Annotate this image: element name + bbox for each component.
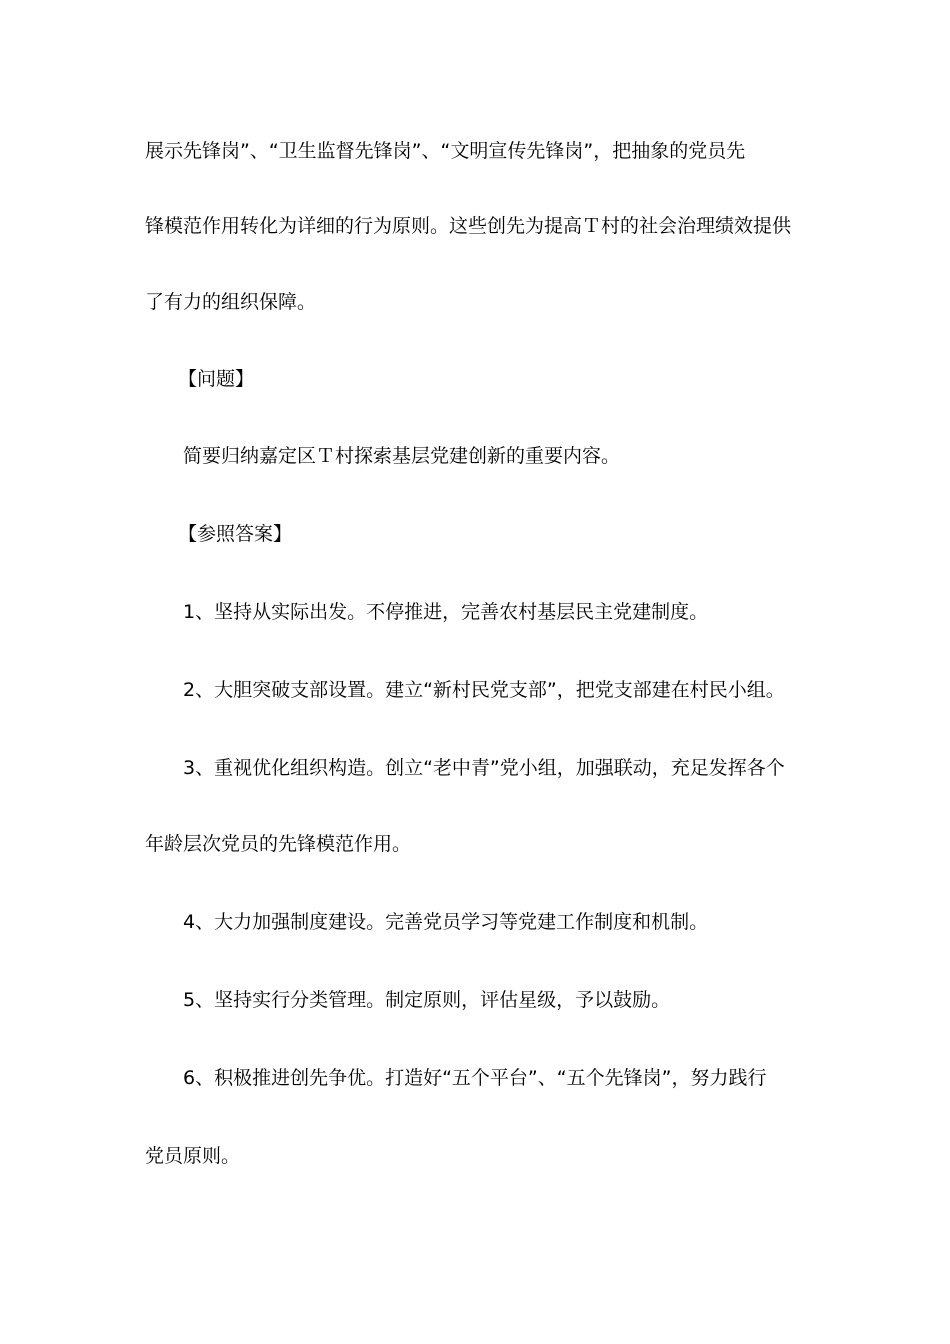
answer-item-6-continued: 党员原则。 [145,1145,241,1167]
answer-item-4: 4、大力加强制度建设。完善党员学习等党建工作制度和机制。 [183,911,709,933]
paragraph-line: 锋模范作用转化为详细的行为原则。这些创先为提高Ｔ村的社会治理绩效提供 [145,215,792,237]
question-heading: 【问题】 [178,368,255,390]
answer-item-6: 6、积极推进创先争优。打造好“五个平台”、“五个先锋岗”，努力践行 [183,1067,767,1089]
answer-item-5: 5、坚持实行分类管理。制定原则，评估星级，予以鼓励。 [183,989,671,1011]
answer-heading: 【参照答案】 [178,523,293,545]
answer-item-2: 2、大胆突破支部设置。建立“新村民党支部”，把党支部建在村民小组。 [183,679,785,701]
paragraph-line: 展示先锋岗”、“卫生监督先锋岗”、“文明宣传先锋岗”，把抽象的党员先 [145,140,746,162]
answer-item-3: 3、重视优化组织构造。创立“老中青”党小组，加强联动，充足发挥各个 [183,757,785,779]
question-text: 简要归纳嘉定区Ｔ村探索基层党建创新的重要内容。 [183,445,621,467]
paragraph-line: 了有力的组织保障。 [145,291,317,313]
answer-item-1: 1、坚持从实际出发。不停推进，完善农村基层民主党建制度。 [183,601,709,623]
answer-item-3-continued: 年龄层次党员的先锋模范作用。 [145,833,412,855]
